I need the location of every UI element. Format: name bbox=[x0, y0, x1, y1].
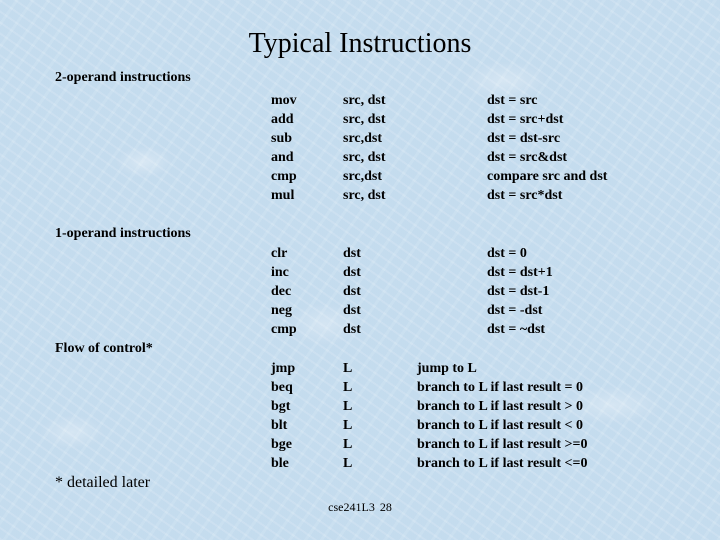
instruction-description: dst = 0 bbox=[487, 246, 527, 261]
instruction-description: dst = src&dst bbox=[487, 150, 568, 165]
instruction-row bbox=[0, 284, 720, 302]
section-heading-two-operand: 2-operand instructions bbox=[55, 70, 191, 85]
instruction-description: dst = src+dst bbox=[487, 112, 564, 127]
instruction-description: branch to L if last result = 0 bbox=[417, 380, 584, 395]
instruction-mnemonic: add bbox=[271, 112, 294, 127]
instruction-mnemonic: blt bbox=[271, 418, 288, 433]
instruction-operands: src,dst bbox=[343, 131, 383, 146]
instruction-row bbox=[0, 361, 720, 379]
instruction-row bbox=[0, 418, 720, 436]
instruction-mnemonic: mul bbox=[271, 188, 295, 203]
instruction-description: dst = src bbox=[487, 93, 538, 108]
instruction-description: dst = dst-1 bbox=[487, 284, 550, 299]
instruction-mnemonic: inc bbox=[271, 265, 289, 280]
instruction-row bbox=[0, 246, 720, 264]
instruction-mnemonic: ble bbox=[271, 456, 289, 471]
instruction-description: dst = -dst bbox=[487, 303, 543, 318]
instruction-row bbox=[0, 150, 720, 168]
instruction-operands: src, dst bbox=[343, 112, 386, 127]
section-heading-flow-of-control: Flow of control* bbox=[55, 341, 153, 356]
instruction-operands: dst bbox=[343, 284, 361, 299]
instruction-mnemonic: mov bbox=[271, 93, 297, 108]
instruction-row bbox=[0, 265, 720, 283]
instruction-mnemonic: cmp bbox=[271, 169, 297, 184]
instruction-operands: src, dst bbox=[343, 188, 386, 203]
instruction-mnemonic: dec bbox=[271, 284, 292, 299]
instruction-row bbox=[0, 93, 720, 111]
instruction-operands: src, dst bbox=[343, 150, 386, 165]
instruction-description: compare src and dst bbox=[487, 169, 608, 184]
instruction-operands: L bbox=[343, 418, 353, 433]
instruction-operands: L bbox=[343, 380, 353, 395]
instruction-description: branch to L if last result < 0 bbox=[417, 418, 584, 433]
instruction-mnemonic: bge bbox=[271, 437, 292, 452]
footnote: * detailed later bbox=[55, 474, 151, 491]
instruction-operands: dst bbox=[343, 303, 361, 318]
instruction-operands: dst bbox=[343, 322, 361, 337]
instruction-row bbox=[0, 399, 720, 417]
instruction-row bbox=[0, 169, 720, 187]
slide-title: Typical Instructions bbox=[248, 28, 472, 59]
slide-footer: cse241L3 28 bbox=[328, 500, 392, 514]
instruction-row bbox=[0, 437, 720, 455]
instruction-operands: L bbox=[343, 399, 353, 414]
instruction-description: dst = ~dst bbox=[487, 322, 546, 337]
instruction-description: jump to L bbox=[417, 361, 477, 376]
instruction-operands: L bbox=[343, 437, 353, 452]
instruction-operands: dst bbox=[343, 246, 361, 261]
instruction-row bbox=[0, 322, 720, 340]
instruction-row bbox=[0, 112, 720, 130]
instruction-mnemonic: clr bbox=[271, 246, 288, 261]
instruction-description: dst = dst+1 bbox=[487, 265, 553, 280]
instruction-operands: src,dst bbox=[343, 169, 383, 184]
instruction-mnemonic: beq bbox=[271, 380, 293, 395]
instruction-description: dst = src*dst bbox=[487, 188, 563, 203]
section-heading-one-operand: 1-operand instructions bbox=[55, 226, 191, 241]
instruction-row bbox=[0, 303, 720, 321]
instruction-row bbox=[0, 131, 720, 149]
instruction-description: dst = dst-src bbox=[487, 131, 561, 146]
instruction-description: branch to L if last result <=0 bbox=[417, 456, 588, 471]
instruction-description: branch to L if last result >=0 bbox=[417, 437, 588, 452]
instruction-mnemonic: and bbox=[271, 150, 294, 165]
instruction-row bbox=[0, 188, 720, 206]
instruction-row bbox=[0, 456, 720, 474]
instruction-row bbox=[0, 380, 720, 398]
instruction-operands: dst bbox=[343, 265, 361, 280]
instruction-mnemonic: cmp bbox=[271, 322, 297, 337]
instruction-operands: src, dst bbox=[343, 93, 386, 108]
instruction-mnemonic: jmp bbox=[271, 361, 296, 376]
instruction-operands: L bbox=[343, 456, 353, 471]
instruction-description: branch to L if last result > 0 bbox=[417, 399, 584, 414]
instruction-mnemonic: bgt bbox=[271, 399, 291, 414]
instruction-operands: L bbox=[343, 361, 353, 376]
instruction-mnemonic: sub bbox=[271, 131, 293, 146]
instruction-mnemonic: neg bbox=[271, 303, 292, 318]
